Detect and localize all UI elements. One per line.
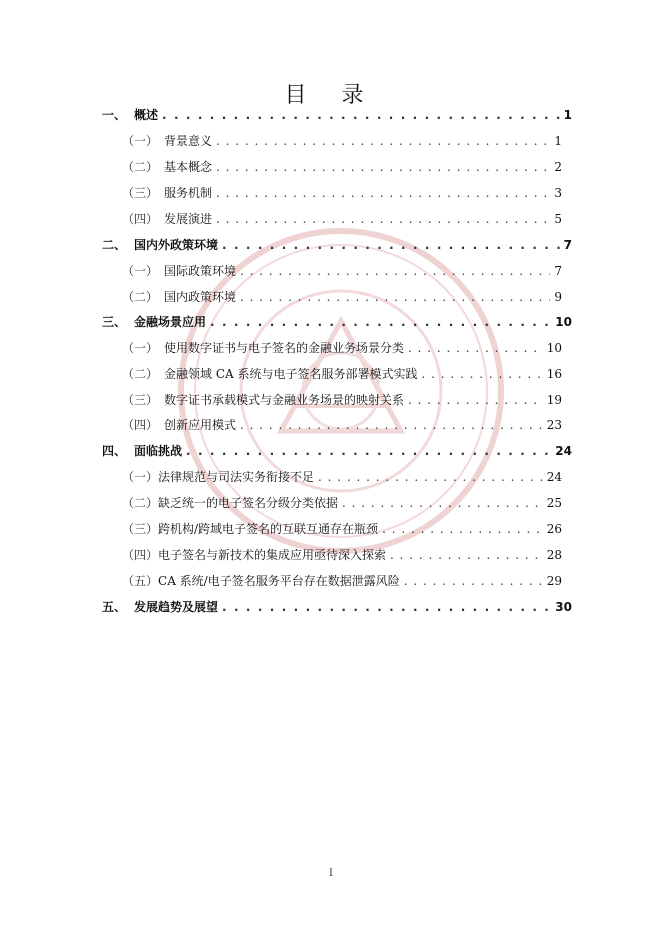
toc-entry-link[interactable] <box>122 389 562 411</box>
toc-row <box>0 208 662 230</box>
toc-entry-link[interactable] <box>122 518 562 540</box>
toc-row <box>0 492 662 514</box>
toc-entry-title: 国内外政策环境 <box>134 238 219 252</box>
dot-leader <box>382 518 543 540</box>
toc-entry-page: 5 <box>554 212 562 226</box>
toc-entry-number: （三） <box>122 393 159 407</box>
toc-entry-link[interactable] <box>122 208 562 230</box>
dot-leader <box>162 104 560 126</box>
toc-row <box>0 104 662 126</box>
dot-leader <box>222 596 551 618</box>
dot-leader <box>216 182 550 204</box>
toc-entry-link[interactable] <box>122 570 562 592</box>
toc-entry-page: 30 <box>555 600 572 614</box>
toc-row <box>0 286 662 308</box>
toc-entry-page: 10 <box>555 315 572 329</box>
toc-entry-title: 法律规范与司法实务衔接不足 <box>158 470 315 484</box>
dot-leader <box>210 311 551 333</box>
toc-row <box>0 466 662 488</box>
toc-entry-number: 一、 <box>102 108 127 122</box>
toc-entry-number: 四、 <box>102 444 127 458</box>
toc-entry-link[interactable] <box>122 414 562 436</box>
toc-row <box>0 518 662 540</box>
toc-entry-title: 创新应用模式 <box>164 418 237 432</box>
toc-entry-number: （三） <box>122 186 159 200</box>
toc-entry-link[interactable] <box>102 596 572 618</box>
toc-entry-title: 金融场景应用 <box>134 315 207 329</box>
toc-entry-number: （二） <box>122 367 159 381</box>
toc-row <box>0 414 662 436</box>
dot-leader <box>390 544 543 566</box>
toc-entry-page: 19 <box>546 393 562 407</box>
toc-entry-link[interactable] <box>122 337 562 359</box>
toc-entry-number: （一） <box>122 341 159 355</box>
toc-entry-link[interactable] <box>102 234 572 256</box>
toc-entry-number: （二） <box>122 290 159 304</box>
toc-entry-link[interactable] <box>102 440 572 462</box>
toc-entry-title: 背景意义 <box>164 134 213 148</box>
toc-row <box>0 130 662 152</box>
toc-entry-link[interactable] <box>122 492 562 514</box>
dot-leader <box>216 208 550 230</box>
toc-entry-title: 服务机制 <box>164 186 213 200</box>
page-number: I <box>329 868 333 879</box>
toc-entry-title: 国际政策环境 <box>164 264 237 278</box>
toc-row <box>0 234 662 256</box>
toc-entry-number: （二） <box>122 496 159 510</box>
toc-entry-title: CA 系统/电子签名服务平台存在数据泄露风险 <box>158 574 400 588</box>
dot-leader <box>421 363 542 385</box>
dot-leader <box>342 492 543 514</box>
toc-row <box>0 311 662 333</box>
toc-entry-page: 23 <box>546 418 562 432</box>
toc-entry-link[interactable] <box>102 311 572 333</box>
toc-entry-link[interactable] <box>102 104 572 126</box>
toc-entry-link[interactable] <box>122 466 562 488</box>
toc-entry-link[interactable] <box>122 544 562 566</box>
toc-entry-number: 五、 <box>102 600 127 614</box>
dot-leader <box>216 156 550 178</box>
dot-leader <box>240 414 543 436</box>
toc-entry-number: （二） <box>122 160 159 174</box>
dot-leader <box>318 466 543 488</box>
toc-row <box>0 337 662 359</box>
toc-entry-number: （三） <box>122 522 159 536</box>
toc-row <box>0 182 662 204</box>
toc-entry-number: （五） <box>122 574 159 588</box>
dot-leader <box>408 337 543 359</box>
toc-entry-page: 7 <box>563 238 572 252</box>
toc-row <box>0 440 662 462</box>
toc-row <box>0 389 662 411</box>
toc-entry-link[interactable] <box>122 286 562 308</box>
toc-entry-title: 国内政策环境 <box>164 290 237 304</box>
toc-entry-number: （四） <box>122 212 159 226</box>
dot-leader <box>408 389 543 411</box>
toc-row <box>0 260 662 282</box>
toc-row <box>0 544 662 566</box>
toc-entry-title: 缺乏统一的电子签名分级分类依据 <box>158 496 339 510</box>
toc-entry-link[interactable] <box>122 260 562 282</box>
toc-entry-number: （一） <box>122 134 159 148</box>
toc-entry-title: 概述 <box>134 108 159 122</box>
toc-entry-link[interactable] <box>122 182 562 204</box>
toc-entry-page: 1 <box>554 134 562 148</box>
dot-leader <box>240 260 550 282</box>
toc-entry-number: （一） <box>122 470 159 484</box>
dot-leader <box>222 234 560 256</box>
toc-entry-link[interactable] <box>122 130 562 152</box>
toc-entry-title: 发展演进 <box>164 212 213 226</box>
toc-entry-link[interactable] <box>122 363 562 385</box>
toc-entry-title: 跨机构/跨域电子签名的互联互通存在瓶颈 <box>158 522 379 536</box>
toc-entry-number: （一） <box>122 264 159 278</box>
toc-entry-title: 使用数字证书与电子签名的金融业务场景分类 <box>164 341 405 355</box>
toc-entry-number: （四） <box>122 548 159 562</box>
dot-leader <box>240 286 550 308</box>
toc-entry-title: 基本概念 <box>164 160 213 174</box>
toc-entry-page: 10 <box>546 341 562 355</box>
toc-heading: 目 录 <box>284 83 378 108</box>
toc-row <box>0 570 662 592</box>
toc-entry-page: 7 <box>554 264 562 278</box>
toc-entry-page: 3 <box>554 186 562 200</box>
toc-entry-page: 2 <box>554 160 562 174</box>
toc-row <box>0 596 662 618</box>
toc-entry-page: 16 <box>546 367 562 381</box>
dot-leader <box>216 130 550 152</box>
toc-entry-page: 1 <box>563 108 572 122</box>
toc-entry-link[interactable] <box>122 156 562 178</box>
toc-entry-page: 28 <box>546 548 562 562</box>
toc-entry-title: 金融领域 CA 系统与电子签名服务部署模式实践 <box>164 367 418 381</box>
toc-entry-page: 24 <box>546 470 562 484</box>
dot-leader <box>186 440 551 462</box>
toc-entry-page: 25 <box>546 496 562 510</box>
toc-row <box>0 156 662 178</box>
toc-entry-title: 数字证书承载模式与金融业务场景的映射关系 <box>164 393 405 407</box>
toc-entry-number: （四） <box>122 418 159 432</box>
toc-entry-number: 二、 <box>102 238 127 252</box>
toc-entry-page: 26 <box>546 522 562 536</box>
toc-entry-title: 电子签名与新技术的集成应用亟待深入探索 <box>158 548 387 562</box>
toc-entry-page: 24 <box>555 444 572 458</box>
toc-entry-page: 29 <box>546 574 562 588</box>
dot-leader <box>404 570 543 592</box>
toc-entry-title: 面临挑战 <box>134 444 183 458</box>
toc-entry-page: 9 <box>554 290 562 304</box>
toc-entry-title: 发展趋势及展望 <box>134 600 219 614</box>
toc-entry-number: 三、 <box>102 315 127 329</box>
toc-row <box>0 363 662 385</box>
